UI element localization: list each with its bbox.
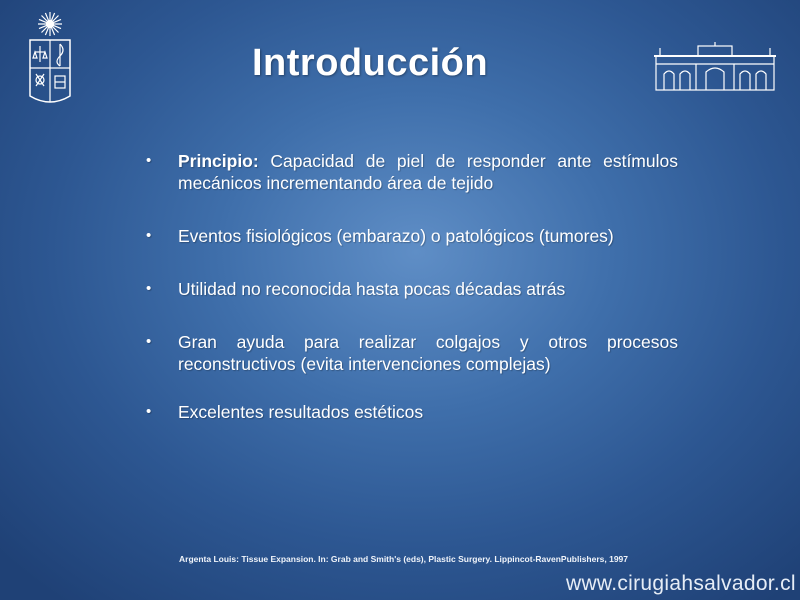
bullet-principio-label: Principio: xyxy=(178,151,259,171)
bullet-eventos xyxy=(146,225,678,247)
bullet-excelentes xyxy=(146,401,678,423)
bullet-principio xyxy=(146,150,678,194)
bullet-list xyxy=(146,150,678,423)
bullet-gran-ayuda-text: Gran ayuda para realizar colgajos y otros procesos reconstructivos (evita intervenciones complejas) xyxy=(178,332,678,374)
bullet-excelentes-text: Excelentes resultados estéticos xyxy=(178,402,424,422)
bullet-eventos-text: Eventos fisiológicos (embarazo) o patológicos (tumores) xyxy=(178,226,614,246)
bullet-principio-text: Capacidad de piel de responder ante estímulos mecánicos incrementando área de tejido xyxy=(178,151,678,193)
bullet-gran-ayuda xyxy=(146,331,678,375)
slide-title: Introducción xyxy=(252,42,489,84)
bullet-utilidad-text: Utilidad no reconocida hasta pocas décadas atrás xyxy=(178,279,566,299)
reference-citation: Argenta Louis: Tissue Expansion. In: Grab and Smith's (eds), Plastic Surgery. Lippincot-RavenPublishers, 1997 xyxy=(179,554,629,564)
bullet-utilidad xyxy=(146,278,678,300)
website-url: www.cirugiahsalvador.cl xyxy=(566,572,796,595)
hospital-building-icon xyxy=(654,42,776,92)
university-crest-icon xyxy=(24,10,76,110)
